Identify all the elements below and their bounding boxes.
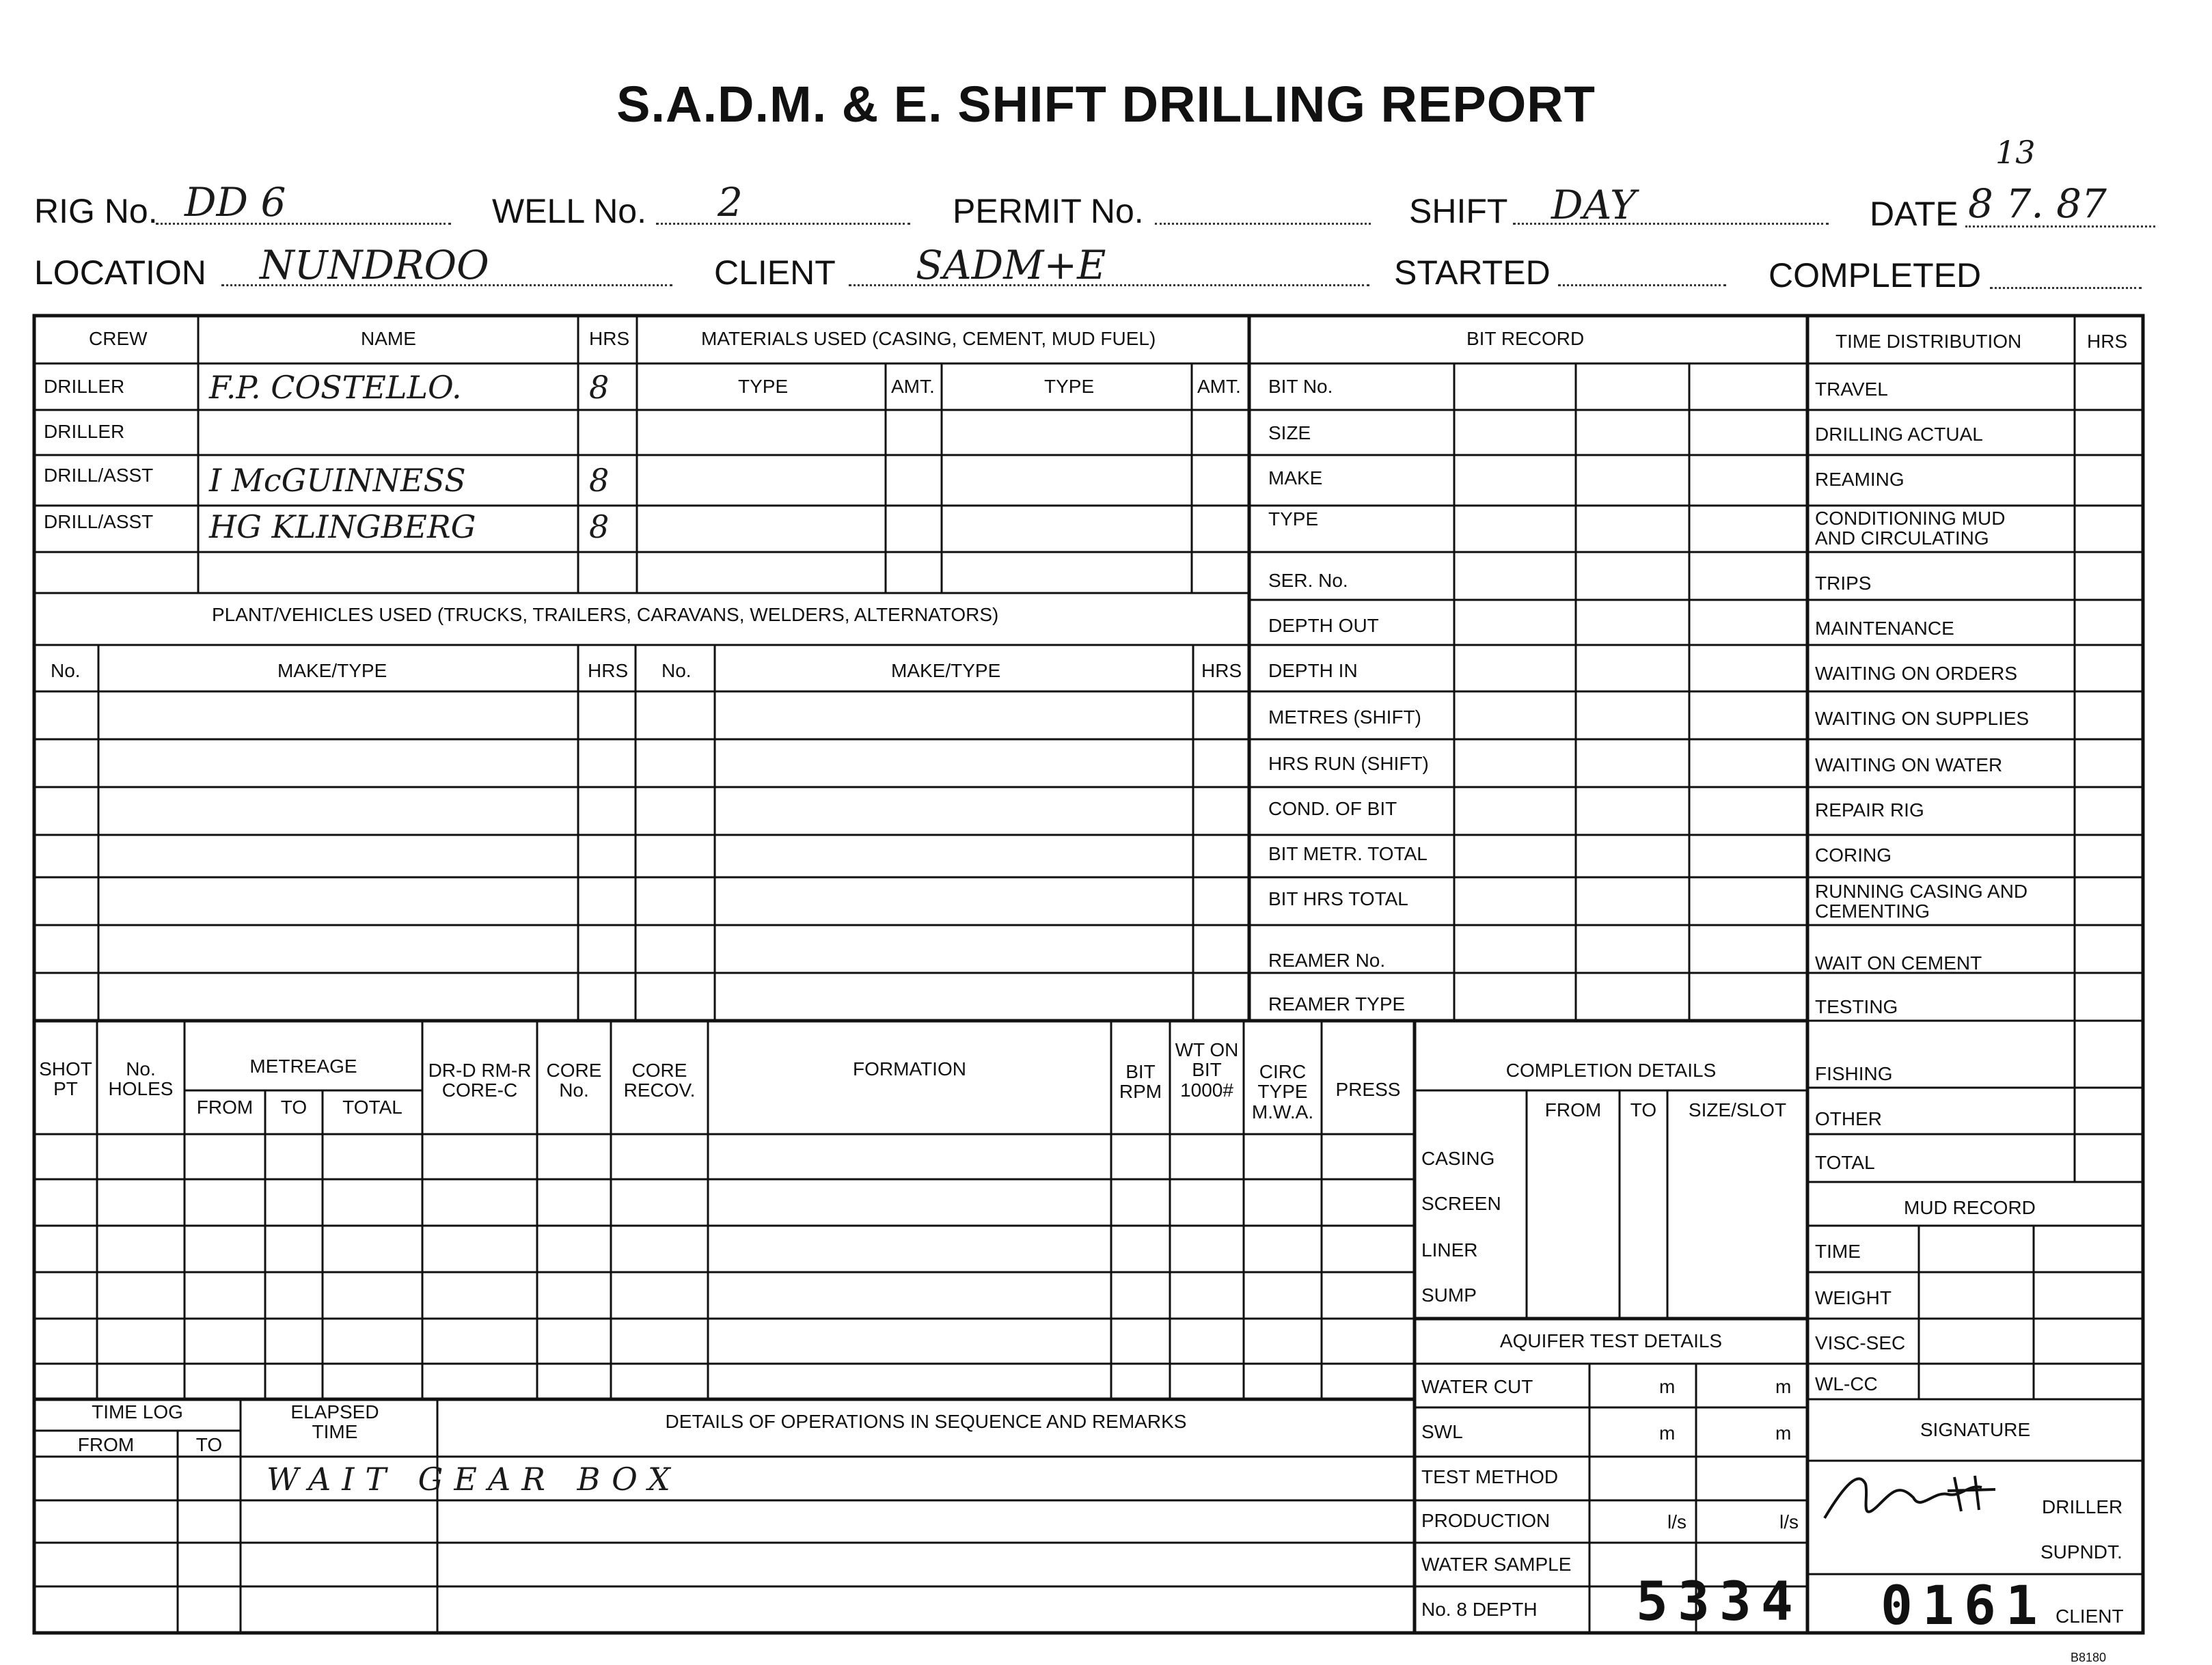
depth-stamp: 5334 — [1636, 1571, 1803, 1633]
client-value: SADM+E — [916, 242, 1106, 288]
plant-no-1: No. — [51, 660, 81, 681]
rig-value: DD 6 — [185, 179, 286, 225]
td-row-label: REAMING — [1815, 469, 1904, 490]
td-row-label: TRAVEL — [1815, 379, 1888, 400]
shift-value: DAY — [1551, 182, 1637, 228]
details-header: DETAILS OF OPERATIONS IN SEQUENCE AND REMARKS — [665, 1411, 1187, 1432]
completion-row-label: SCREEN — [1421, 1193, 1501, 1214]
client-sign-label: CLIENT — [2056, 1606, 2124, 1627]
td-row-label: DRILLING ACTUAL — [1815, 424, 1983, 445]
crew-name: HG KLINGBERG — [209, 508, 476, 545]
driller-label: DRILLER — [2042, 1496, 2123, 1517]
materials-amt-1: AMT. — [891, 376, 935, 397]
td-row-label: RUNNING CASING AND CEMENTING — [1815, 881, 2028, 922]
td-row-label: WAITING ON WATER — [1815, 754, 2003, 775]
aquifer-production: PRODUCTION — [1421, 1510, 1551, 1531]
unit-ls: l/s — [1667, 1511, 1687, 1532]
plant-header: PLANT/VEHICLES USED (TRUCKS, TRAILERS, CARAVANS, WELDERS, ALTERNATORS) — [212, 604, 999, 625]
aquifer-test-method: TEST METHOD — [1421, 1466, 1559, 1487]
crew-role: DRILLER — [44, 421, 125, 442]
completion-to: TO — [1630, 1099, 1657, 1120]
td-row-label: OTHER — [1815, 1108, 1882, 1129]
formation-header: FORMATION — [853, 1058, 966, 1079]
press-header: PRESS — [1335, 1079, 1401, 1100]
client-stamp: 0161 — [1881, 1575, 2047, 1637]
crew-role: DRILL/ASST — [44, 465, 154, 486]
drd-header: DR-D RM-R CORE-C — [428, 1060, 532, 1101]
td-row-label: REPAIR RIG — [1815, 799, 1924, 821]
date-value: 8 7. 87 — [1968, 180, 2107, 227]
mud-row-label: TIME — [1815, 1241, 1861, 1262]
elapsed-time-header: ELAPSED TIME — [290, 1401, 379, 1443]
time-dist-hrs: HRS — [2087, 331, 2128, 352]
client-label: CLIENT — [714, 253, 836, 292]
date-label: DATE — [1870, 195, 1958, 233]
crew-header: CREW — [89, 328, 148, 349]
wt-on-bit-header: WT ON BIT 1000# — [1175, 1039, 1239, 1101]
materials-type-2: TYPE — [1044, 376, 1095, 397]
crew-role: DRILL/ASST — [44, 511, 154, 532]
completion-header: COMPLETION DETAILS — [1505, 1060, 1717, 1081]
shot-pt-header: SHOT PT — [39, 1058, 92, 1100]
hrs-header: HRS — [589, 328, 630, 349]
aquifer-water-cut: WATER CUT — [1421, 1376, 1533, 1397]
crew-name: I McGUINNESS — [209, 462, 466, 499]
td-row-label: WAITING ON ORDERS — [1815, 663, 2018, 684]
supndt-label: SUPNDT. — [2040, 1541, 2122, 1563]
started-label: STARTED — [1394, 253, 1551, 292]
signature-header: SIGNATURE — [1920, 1419, 2031, 1440]
plant-make-1: MAKE/TYPE — [277, 660, 387, 681]
bit-record-header: BIT RECORD — [1466, 328, 1585, 349]
td-row-label: TESTING — [1815, 996, 1898, 1017]
crew-hrs: 8 — [589, 508, 610, 545]
crew-hrs: 8 — [589, 462, 610, 499]
time-log-to: TO — [195, 1434, 223, 1455]
driller-signature — [1818, 1463, 2043, 1532]
td-row-label: TRIPS — [1815, 573, 1872, 594]
unit-m: m — [1659, 1422, 1676, 1444]
metreage-total: TOTAL — [342, 1097, 402, 1118]
metreage-to: TO — [280, 1097, 308, 1118]
completion-from: FROM — [1544, 1099, 1602, 1120]
td-row-label: MAINTENANCE — [1815, 618, 1954, 639]
core-no-header: CORE No. — [546, 1060, 602, 1101]
bit-rpm-header: BIT RPM — [1119, 1061, 1162, 1103]
crew-name: F.P. COSTELLO. — [209, 369, 462, 406]
bit-row-label: REAMER TYPE — [1268, 993, 1406, 1015]
core-recov-header: CORE RECOV. — [623, 1060, 696, 1101]
mud-row-label: WEIGHT — [1815, 1287, 1892, 1308]
bit-row-label: COND. OF BIT — [1268, 798, 1397, 819]
well-value: 2 — [718, 179, 743, 225]
bit-row-label: DEPTH OUT — [1268, 615, 1379, 636]
materials-type-1: TYPE — [738, 376, 789, 397]
bit-row-label: REAMER No. — [1268, 950, 1386, 971]
time-log-header: TIME LOG — [92, 1401, 183, 1422]
aquifer-header: AQUIFER TEST DETAILS — [1499, 1330, 1723, 1351]
bit-row-label: SIZE — [1268, 422, 1311, 443]
bit-row-label: TYPE — [1268, 508, 1319, 529]
plant-hrs-2: HRS — [1201, 660, 1242, 681]
unit-m: m — [1775, 1376, 1792, 1397]
td-row-label: CORING — [1815, 844, 1892, 866]
bit-row-label: BIT HRS TOTAL — [1268, 888, 1408, 909]
crew-hrs: 8 — [589, 369, 610, 406]
plant-hrs-1: HRS — [588, 660, 629, 681]
shift-label: SHIFT — [1409, 192, 1508, 230]
completion-row-label: SUMP — [1421, 1284, 1477, 1306]
completion-row-label: LINER — [1421, 1239, 1478, 1261]
td-row-label: TOTAL — [1815, 1152, 1875, 1173]
crew-role: DRILLER — [44, 376, 125, 397]
mud-header: MUD RECORD — [1904, 1197, 2036, 1218]
aquifer-swl: SWL — [1421, 1421, 1463, 1442]
time-dist-header: TIME DISTRIBUTION — [1835, 331, 2022, 352]
materials-header: MATERIALS USED (CASING, CEMENT, MUD FUEL) — [701, 328, 1156, 349]
completed-label: COMPLETED — [1769, 256, 1982, 294]
permit-label: PERMIT No. — [953, 192, 1144, 230]
date-correction: 13 — [1995, 134, 2036, 171]
form-code: B8180 — [2071, 1651, 2107, 1664]
rig-label: RIG No. — [34, 192, 158, 230]
unit-ls: l/s — [1779, 1511, 1799, 1532]
td-row-label: FISHING — [1815, 1063, 1893, 1084]
metreage-header: METREAGE — [249, 1056, 357, 1077]
td-row-label: WAITING ON SUPPLIES — [1815, 708, 2030, 729]
location-value: NUNDROO — [260, 242, 489, 288]
aquifer-water-sample: WATER SAMPLE — [1421, 1554, 1572, 1575]
remarks-entry: WAIT GEAR BOX — [267, 1461, 681, 1498]
bit-row-label: DEPTH IN — [1268, 660, 1358, 681]
metreage-from: FROM — [196, 1097, 254, 1118]
bit-row-label: BIT METR. TOTAL — [1268, 843, 1428, 864]
mud-row-label: WL-CC — [1815, 1373, 1878, 1394]
page-title: S.A.D.M. & E. SHIFT DRILLING REPORT — [616, 76, 1596, 133]
bit-row-label: BIT No. — [1268, 376, 1333, 397]
td-row-label: WAIT ON CEMENT — [1815, 952, 1982, 974]
name-header: NAME — [361, 328, 416, 349]
circ-type-header: CIRC TYPE M.W.A. — [1251, 1061, 1314, 1123]
no-holes-header: No. HOLES — [108, 1058, 174, 1100]
location-label: LOCATION — [34, 253, 206, 292]
unit-m: m — [1659, 1376, 1676, 1397]
mud-row-label: VISC-SEC — [1815, 1332, 1906, 1353]
plant-make-2: MAKE/TYPE — [891, 660, 1001, 681]
bit-row-label: HRS RUN (SHIFT) — [1268, 753, 1429, 774]
aquifer-no8-depth: No. 8 DEPTH — [1421, 1599, 1538, 1620]
td-row-label: CONDITIONING MUD AND CIRCULATING — [1815, 508, 2006, 549]
plant-no-2: No. — [661, 660, 692, 681]
materials-amt-2: AMT. — [1197, 376, 1241, 397]
unit-m: m — [1775, 1422, 1792, 1444]
completion-size: SIZE/SLOT — [1688, 1099, 1787, 1120]
bit-row-label: SER. No. — [1268, 570, 1348, 591]
time-log-from: FROM — [77, 1434, 135, 1455]
completion-row-label: CASING — [1421, 1148, 1495, 1169]
bit-row-label: METRES (SHIFT) — [1268, 706, 1421, 728]
well-label: WELL No. — [492, 192, 647, 230]
bit-row-label: MAKE — [1268, 467, 1323, 489]
